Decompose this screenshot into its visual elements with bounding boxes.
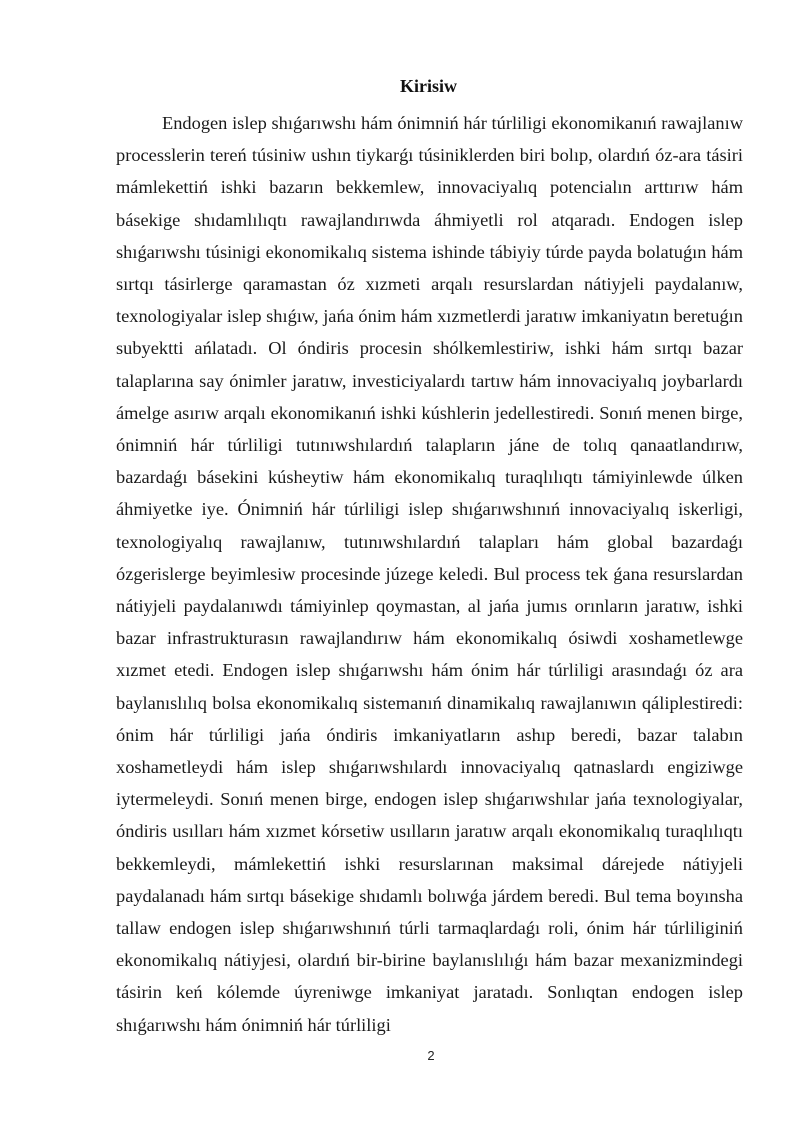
page-number: 2 — [427, 1048, 435, 1063]
body-paragraph: Endogen islep shıǵarıwshı hám ónimniń hár túrliligi ekonomikanıń rawajlanıw processlerin tereń túsiniw ushın tiykarǵı túsiniklerden biri bolıp, olardıń óz-ara tásiri mámlekettiń ishki bazarın bekkemlew, innovaciyalıq potencialın arttırıw hám básekige shıdamlılıqtı rawajlandırıwda áhmiyetli rol atqaradı. Endogen islep shıǵarıwshı túsinigi ekonomikalıq sistema ishinde tábiyiy túrde payda bolatuǵın hám sırtqı tásirlerge qaramastan óz xızmeti arqalı resurslardan nátiyjeli paydalanıw, texnologiyalar islep shıǵıw, jańa ónim hám xızmetlerdi jaratıw imkaniyatın beretuǵın subyektti ańlatadı. Ol óndiris procesin shólkemlestiriw, ishki hám sırtqı bazar talaplarına say ónimler jaratıw, investiciyalardı tartıw hám innovaciyalıq joybarlardı ámelge asırıw arqalı ekonomikanıń ishki kúshlerin jedellestiredi. Sonıń menen birge, ónimniń hár túrliligi tutınıwshılardıń talapların jáne de tolıq qanaatlandırıw, bazardaǵı básekini kúsheytiw hám ekonomikalıq turaqlılıqtı támiyinlewde úlken áhmiyetke iye. Ónimniń hár túrliligi islep shıǵarıwshınıń innovaciyalıq iskerligi, texnologiyalıq rawajlanıw, tutınıwshılardıń talapları hám global bazardaǵı ózgerislerge beyimlesiw procesinde júzege keledi. Bul process tek ǵana resurslardan nátiyjeli paydalanıwdı támiyinlep qoymastan, al jańa jumıs orınların jaratıw, ishki bazar infrastrukturasın rawajlandırıw hám ekonomikalıq ósiwdi xoshametlewge xızmet etedi. Endogen islep shıǵarıwshı hám ónim hár túrliligi arasındaǵı óz ara baylanıslılıq bolsa ekonomikalıq sistemanıń dinamikalıq rawajlanıwın qáliplestiredi: ónim hár túrliligi jańa óndiris imkaniyatların ashıp beredi, bazar talabın xoshametleydi hám islep shıǵarıwshılardı innovaciyalıq qatnaslardı engiziwge iytermeleydi. Sonıń menen birge, endogen islep shıǵarıwshılar jańa texnologiyalar, óndiris usılları hám xızmet kórsetiw usılların jaratıw arqalı ekonomikalıq turaqlılıqtı bekkemleydi, mámlekettiń ishki resurslarınan maksimal dárejede nátiyjeli paydalanadı hám sırtqı básekige shıdamlı bolıwǵa járdem beredi. Bul tema boyınsha tallaw endogen islep shıǵarıwshınıń túrli tarmaqlardaǵı roli, ónim hár túrliliginiń ekonomikalıq nátiyjesi, olardıń bir-birine baylanıslılıǵı hám bazar mexanizmindegi tásirin keń kólemde úyreniwge imkaniyat jaratadı. Sonlıqtan endogen islep shıǵarıwshı hám ónimniń hár túrliligi — [116, 113, 743, 1035]
section-heading: Kirisiw — [400, 76, 457, 96]
